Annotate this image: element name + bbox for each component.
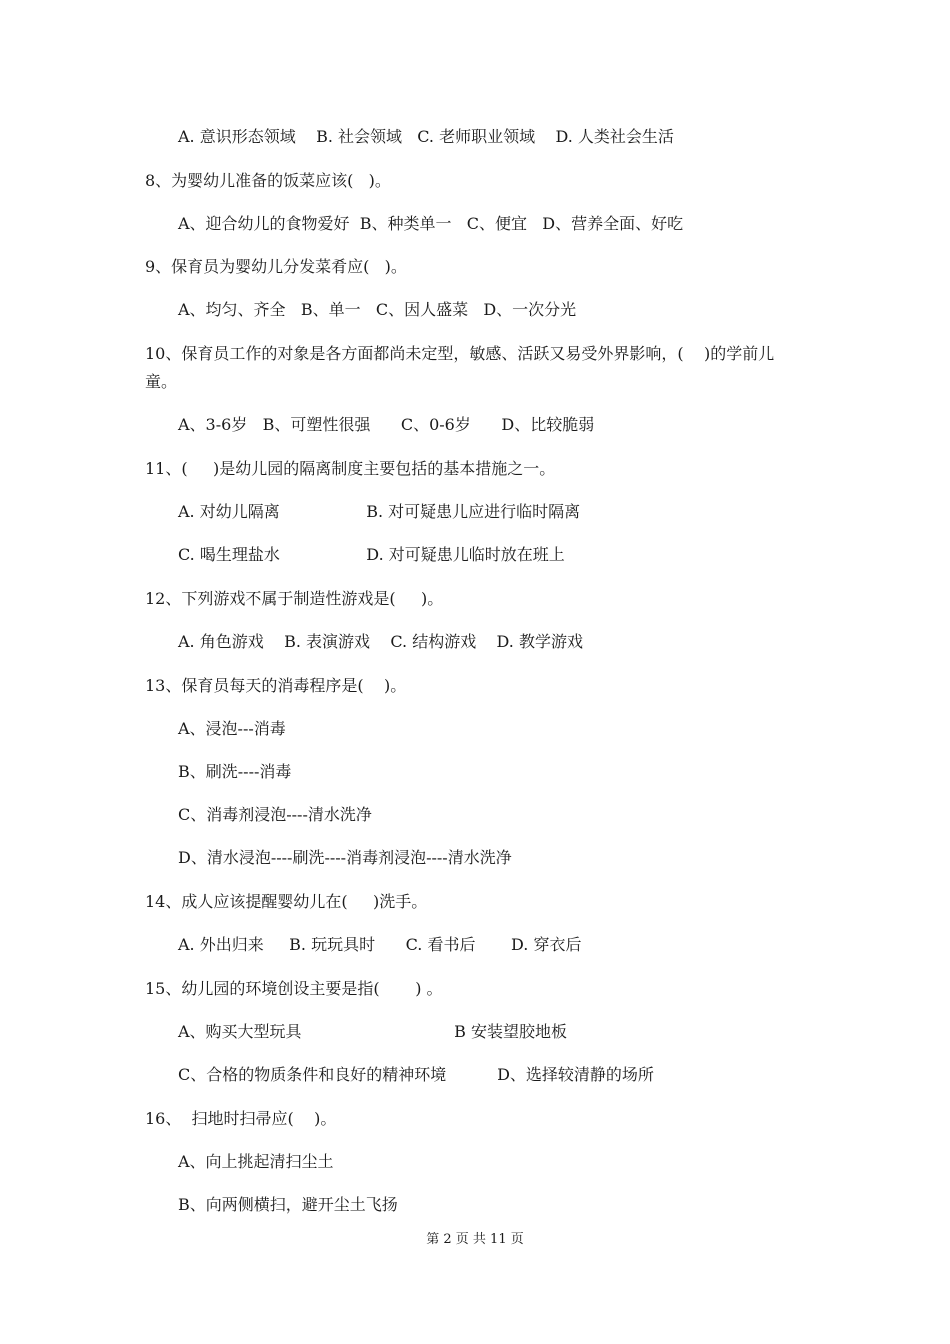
line-q8-options: A、迎合幼儿的食物爱好 B、种类单一 C、便宜 D、营养全面、好吃 <box>178 214 684 233</box>
line-q12-options: A. 角色游戏 B. 表演游戏 C. 结构游戏 D. 教学游戏 <box>178 632 583 651</box>
line-q15-question: 15、幼儿园的环境创设主要是指( ) 。 <box>145 979 443 998</box>
line-q13-option-b: B、刷洗----消毒 <box>178 762 292 781</box>
line-q7-options: A. 意识形态领域 B. 社会领域 C. 老师职业领域 D. 人类社会生活 <box>178 127 674 146</box>
line-q14-question: 14、成人应该提醒婴幼儿在( )洗手。 <box>145 892 428 911</box>
line-q16-option-b: B、向两侧横扫，避开尘土飞扬 <box>178 1195 398 1214</box>
line-q15-options-ab: A、购买大型玩具 B 安装望胶地板 <box>178 1022 567 1041</box>
line-q16-option-a: A、向上挑起清扫尘土 <box>178 1152 334 1171</box>
line-q11-question: 11、( )是幼儿园的隔离制度主要包括的基本措施之一。 <box>145 459 556 478</box>
line-q10-question-cont: 童。 <box>145 372 178 391</box>
line-q13-option-d: D、清水浸泡----刷洗----消毒剂浸泡----清水洗净 <box>178 848 512 867</box>
line-q11-options-cd: C. 喝生理盐水 D. 对可疑患儿临时放在班上 <box>178 545 565 564</box>
line-q15-options-cd: C、合格的物质条件和良好的精神环境 D、选择较清静的场所 <box>178 1065 654 1084</box>
line-q11-options-ab: A. 对幼儿隔离 B. 对可疑患儿应进行临时隔离 <box>178 502 581 521</box>
line-q8-question: 8、为婴幼儿准备的饭菜应该( )。 <box>145 171 391 190</box>
line-q10-options: A、3-6岁 B、可塑性很强 C、0-6岁 D、比较脆弱 <box>178 415 595 434</box>
line-q14-options: A. 外出归来 B. 玩玩具时 C. 看书后 D. 穿衣后 <box>178 935 582 954</box>
page-footer: 第 2 页 共 11 页 <box>426 1232 524 1247</box>
line-q16-question: 16、 扫地时扫帚应( )。 <box>145 1109 337 1128</box>
line-q9-options: A、均匀、齐全 B、单一 C、因人盛菜 D、一次分光 <box>178 300 577 319</box>
line-q9-question: 9、保育员为婴幼儿分发菜肴应( )。 <box>145 257 407 276</box>
line-q13-option-a: A、浸泡---消毒 <box>178 719 286 738</box>
line-q12-question: 12、下列游戏不属于制造性游戏是( )。 <box>145 589 444 608</box>
line-q13-option-c: C、消毒剂浸泡----清水洗净 <box>178 805 372 824</box>
line-q10-question: 10、保育员工作的对象是各方面都尚未定型，敏感、活跃又易受外界影响，( )的学前儿 <box>145 344 775 363</box>
line-q13-question: 13、保育员每天的消毒程序是( )。 <box>145 676 407 695</box>
